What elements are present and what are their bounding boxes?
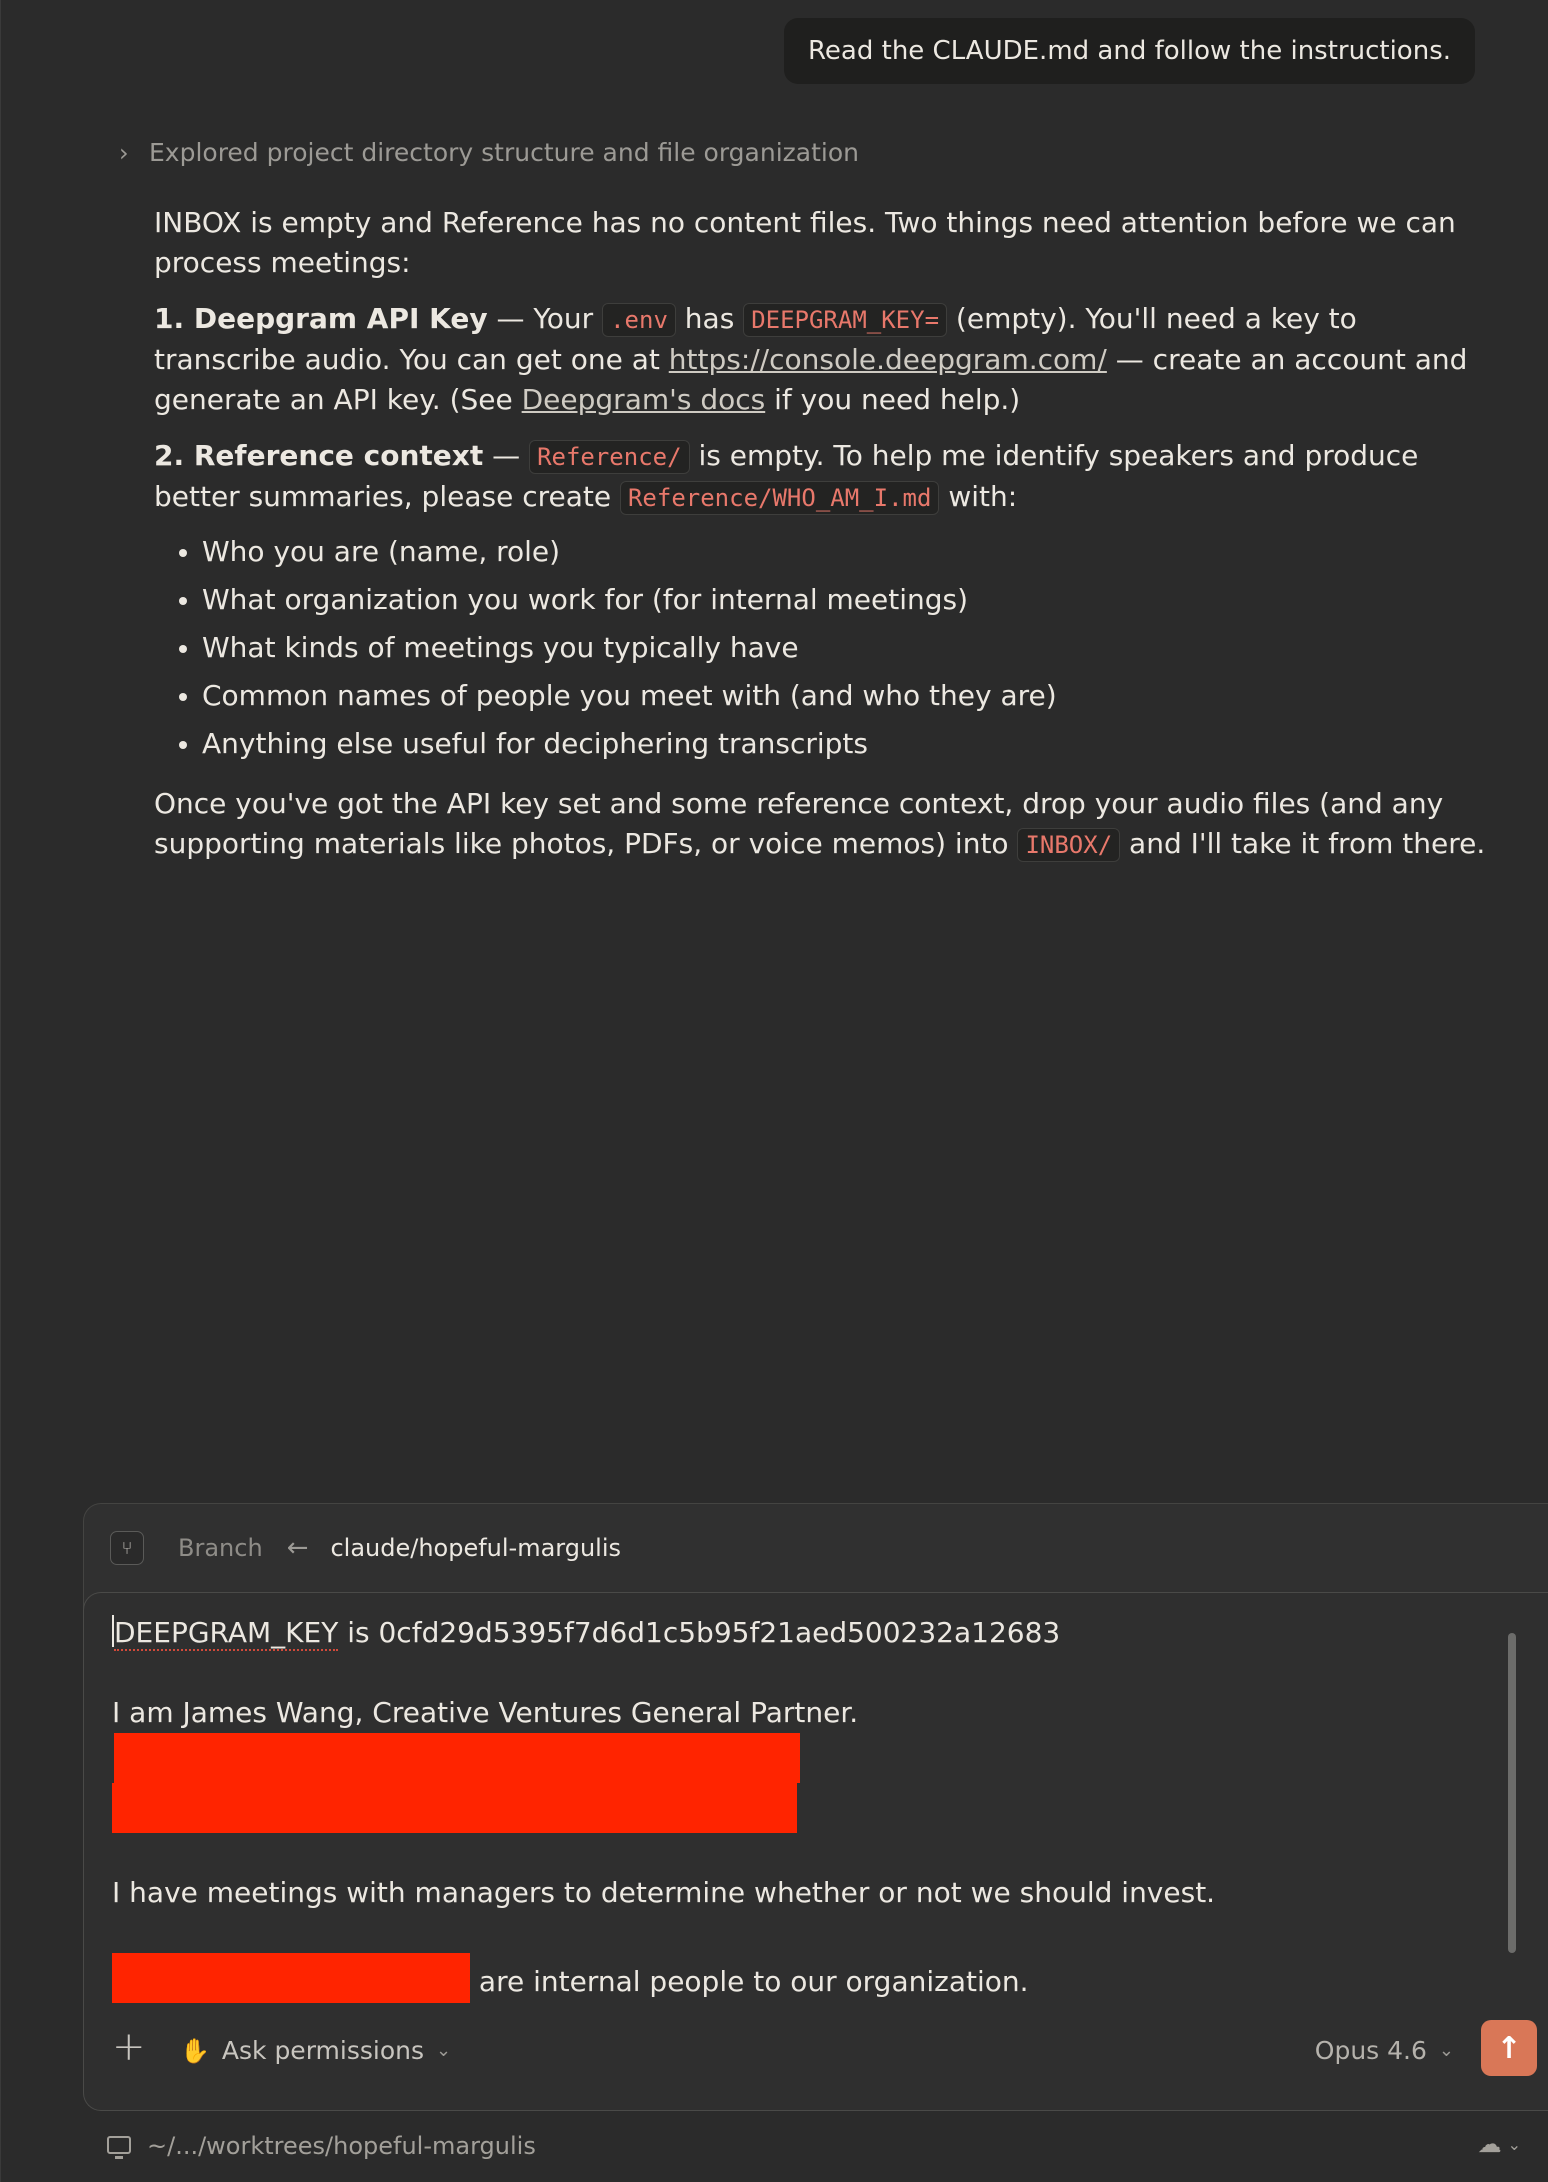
text-span: Once you've got the API key set and some reference context, drop your audio files (and any supporting materials like photos, PDFs, or voice memos) into — [154, 787, 1444, 860]
text-span: is 0cfd29d5395f7d6d1c5b95f21aed500232a12683 — [338, 1616, 1061, 1649]
text-span: if you need help.) — [765, 383, 1021, 416]
tool-summary-toggle[interactable] — [119, 138, 859, 167]
text-span: has — [675, 302, 744, 335]
redaction-block — [114, 1733, 800, 1783]
list-item: Anything else useful for deciphering transcripts — [154, 720, 1499, 768]
redaction-block — [112, 1953, 470, 2003]
code-env: .env — [602, 303, 676, 337]
deepgram-console-link[interactable]: https://console.deepgram.com/ — [668, 343, 1107, 376]
status-bar — [1, 2110, 1548, 2182]
reply-intro: INBOX is empty and Reference has no content files. Two things need attention before we can process meetings: — [154, 206, 1456, 279]
input-line — [112, 1613, 1492, 1653]
branch-name[interactable]: claude/hopeful-margulis — [330, 1534, 622, 1562]
misspelled-word: DEEPGRAM_KEY — [114, 1616, 339, 1649]
text-span: (empty). You'll need a key to transcribe audio. You can get one at — [154, 302, 1357, 376]
message-input[interactable] — [83, 1592, 1548, 2111]
reply-closing — [154, 784, 1499, 865]
branch-label: Branch — [178, 1534, 263, 1562]
cloud-icon: ☁ — [1477, 2130, 1502, 2158]
chevron-down-icon: ⌄ — [1438, 2040, 1454, 2061]
list-item: What kinds of meetings you typically have — [154, 624, 1499, 672]
code-inbox: INBOX/ — [1017, 828, 1120, 862]
text-span: — — [483, 439, 530, 472]
user-message-bubble — [784, 18, 1475, 84]
list-item: Who you are (name, role) — [154, 528, 1499, 576]
model-selector[interactable] — [1315, 2036, 1454, 2065]
plus-icon[interactable]: + — [112, 2024, 146, 2070]
text-span: — create an account and generate an API key. (See — [154, 343, 1468, 416]
arrow-left-icon: ← — [286, 1533, 309, 1563]
reply-item-deepgram — [154, 299, 1499, 420]
list-item: Common names of people you meet with (and who they are) — [154, 672, 1499, 720]
input-line — [112, 1693, 1492, 1833]
code-who-am-i: Reference/WHO_AM_I.md — [620, 481, 939, 515]
redaction-block — [112, 1783, 797, 1833]
chevron-right-icon: › — [119, 138, 129, 167]
message-composer — [83, 1503, 1548, 2109]
input-scrollbar[interactable] — [1508, 1633, 1516, 1953]
input-line — [112, 1953, 1492, 2003]
chevron-down-icon: ⌄ — [436, 2040, 452, 2061]
item-title: 1. Deepgram API Key — [154, 302, 488, 335]
input-line: I have meetings with managers to determine whether or not we should invest. — [112, 1876, 1216, 1909]
text-span: is empty. To help me identify speakers and produce better summaries, please create — [154, 439, 1419, 513]
assistant-reply — [154, 203, 1499, 881]
chevron-down-icon: ⌄ — [1507, 2134, 1521, 2154]
composer-toolbar — [84, 2000, 1548, 2110]
reply-item-reference — [154, 436, 1499, 518]
cloud-sync-dropdown[interactable] — [1478, 2130, 1521, 2158]
tool-summary-label: Explored project directory structure and file organization — [149, 138, 859, 167]
deepgram-docs-link[interactable]: Deepgram's docs — [521, 383, 766, 416]
git-branch-icon[interactable]: ⑂ — [110, 1531, 144, 1565]
code-reference-dir: Reference/ — [529, 440, 690, 474]
permissions-label: Ask permissions — [221, 2036, 424, 2065]
text-span: are internal people to our organization. — [478, 1965, 1029, 1998]
hand-icon: ✋ — [180, 2036, 210, 2065]
worktree-path[interactable]: ~/.../worktrees/hopeful-margulis — [147, 2132, 536, 2160]
message-input-text[interactable] — [112, 1613, 1492, 2013]
permissions-dropdown[interactable] — [180, 2036, 451, 2065]
text-span: and I'll take it from there. — [1120, 827, 1486, 860]
text-span: — Your — [487, 302, 603, 335]
send-button[interactable] — [1481, 2020, 1537, 2076]
list-item: What organization you work for (for internal meetings) — [154, 576, 1499, 624]
text-span: I am James Wang, Creative Ventures General Partner. — [112, 1696, 859, 1729]
arrow-up-icon: ↑ — [1496, 2030, 1522, 2066]
text-span: with: — [939, 480, 1018, 513]
item-title: 2. Reference context — [154, 439, 484, 472]
branch-bar — [84, 1504, 1548, 1592]
model-label: Opus 4.6 — [1314, 2036, 1427, 2065]
monitor-icon — [107, 2136, 131, 2154]
code-deepgram-key: DEEPGRAM_KEY= — [743, 303, 947, 337]
reference-bullet-list — [154, 528, 1499, 768]
user-message-text: Read the CLAUDE.md and follow the instructions. — [808, 36, 1451, 66]
